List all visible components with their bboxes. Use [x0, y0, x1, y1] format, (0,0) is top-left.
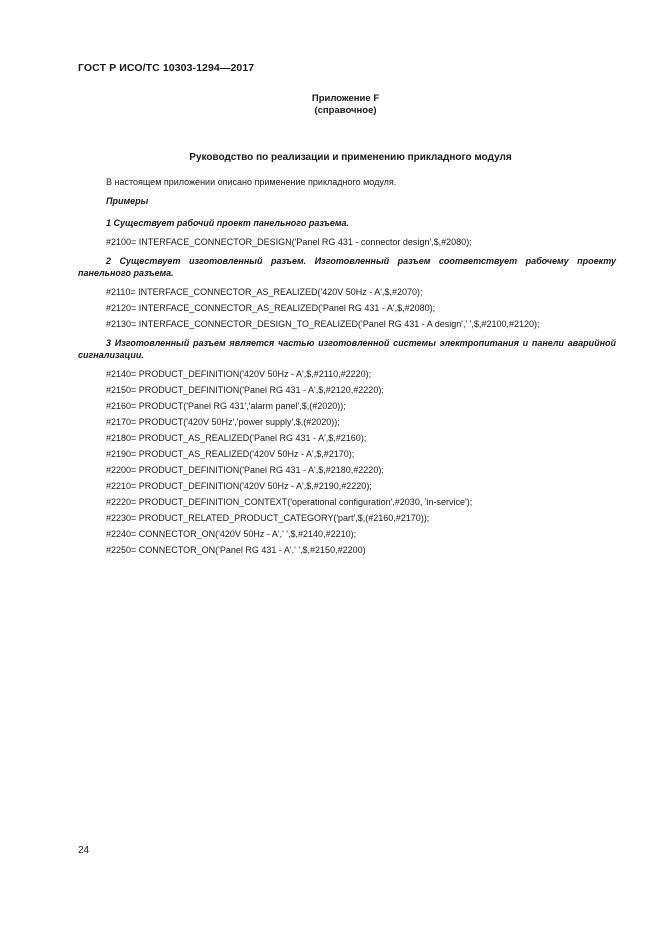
- section-title: Руководство по реализации и применению прикладного модуля: [189, 152, 512, 163]
- annex-title: Приложение F: [311, 93, 380, 104]
- code-line: #2160= PRODUCT('Panel RG 431','alarm panel',$,(#2020));: [106, 401, 346, 411]
- annex-subtitle: (справочное): [314, 105, 377, 116]
- example-heading: 2 Существует изготовленный разъем. Изготовленный разъем соответствует рабочему проекту панельного разъема.: [78, 256, 616, 278]
- intro-paragraph: В настоящем приложении описано применение прикладного модуля.: [106, 177, 397, 187]
- example-3: [78, 337, 616, 556]
- section-body: [78, 176, 616, 563]
- code-line: #2140= PRODUCT_DEFINITION('420V 50Hz - A',$,#2110,#2220);: [106, 369, 372, 379]
- code-line: #2200= PRODUCT_DEFINITION('Panel RG 431 - A',$,#2180,#2220);: [106, 465, 384, 475]
- code-line: #2120= INTERFACE_CONNECTOR_AS_REALIZED('Panel RG 431 - A',$,#2080);: [106, 303, 436, 313]
- example-1: [78, 217, 616, 248]
- code-line: #2130= INTERFACE_CONNECTOR_DESIGN_TO_REALIZED('Panel RG 431 - A design',' ',$,#2100,#2120);: [106, 319, 540, 329]
- code-line: #2100= INTERFACE_CONNECTOR_DESIGN('Panel RG 431 - connector design',$,#2080);: [106, 237, 472, 247]
- annex-heading: [0, 93, 661, 117]
- code-line: #2110= INTERFACE_CONNECTOR_AS_REALIZED('420V 50Hz - A',$,#2070);: [106, 287, 423, 297]
- code-line: #2250= CONNECTOR_ON('Panel RG 431 - A',' ',$,#2150,#2200): [106, 545, 366, 555]
- code-line: #2230= PRODUCT_RELATED_PRODUCT_CATEGORY('part',$,(#2160,#2170));: [106, 513, 430, 523]
- examples-heading: Примеры: [106, 196, 149, 206]
- code-line: #2220= PRODUCT_DEFINITION_CONTEXT('operational configuration',#2030, 'in-service');: [106, 497, 473, 507]
- code-line: #2170= PRODUCT('420V 50Hz','power supply',$,(#2020));: [106, 417, 340, 427]
- example-2: [78, 255, 616, 330]
- code-line: #2190= PRODUCT_AS_REALIZED('420V 50Hz - A',$,#2170);: [106, 449, 355, 459]
- standard-code: ГОСТ Р ИСО/ТС 10303-1294—2017: [78, 62, 255, 74]
- code-line: #2150= PRODUCT_DEFINITION('Panel RG 431 - A',$,#2120,#2220);: [106, 385, 384, 395]
- page-number: 24: [78, 845, 90, 856]
- example-heading: 3 Изготовленный разъем является частью изготовленной системы электропитания и панели аварийной сигнализации.: [78, 338, 616, 360]
- code-line: #2210= PRODUCT_DEFINITION('420V 50Hz - A',$,#2190,#2220);: [106, 481, 372, 491]
- code-line: #2180= PRODUCT_AS_REALIZED('Panel RG 431 - A',$,#2160);: [106, 433, 367, 443]
- example-heading: 1 Существует рабочий проект панельного разъема.: [106, 218, 350, 228]
- code-line: #2240= CONNECTOR_ON('420V 50Hz - A',' ',$,#2140,#2210);: [106, 529, 357, 539]
